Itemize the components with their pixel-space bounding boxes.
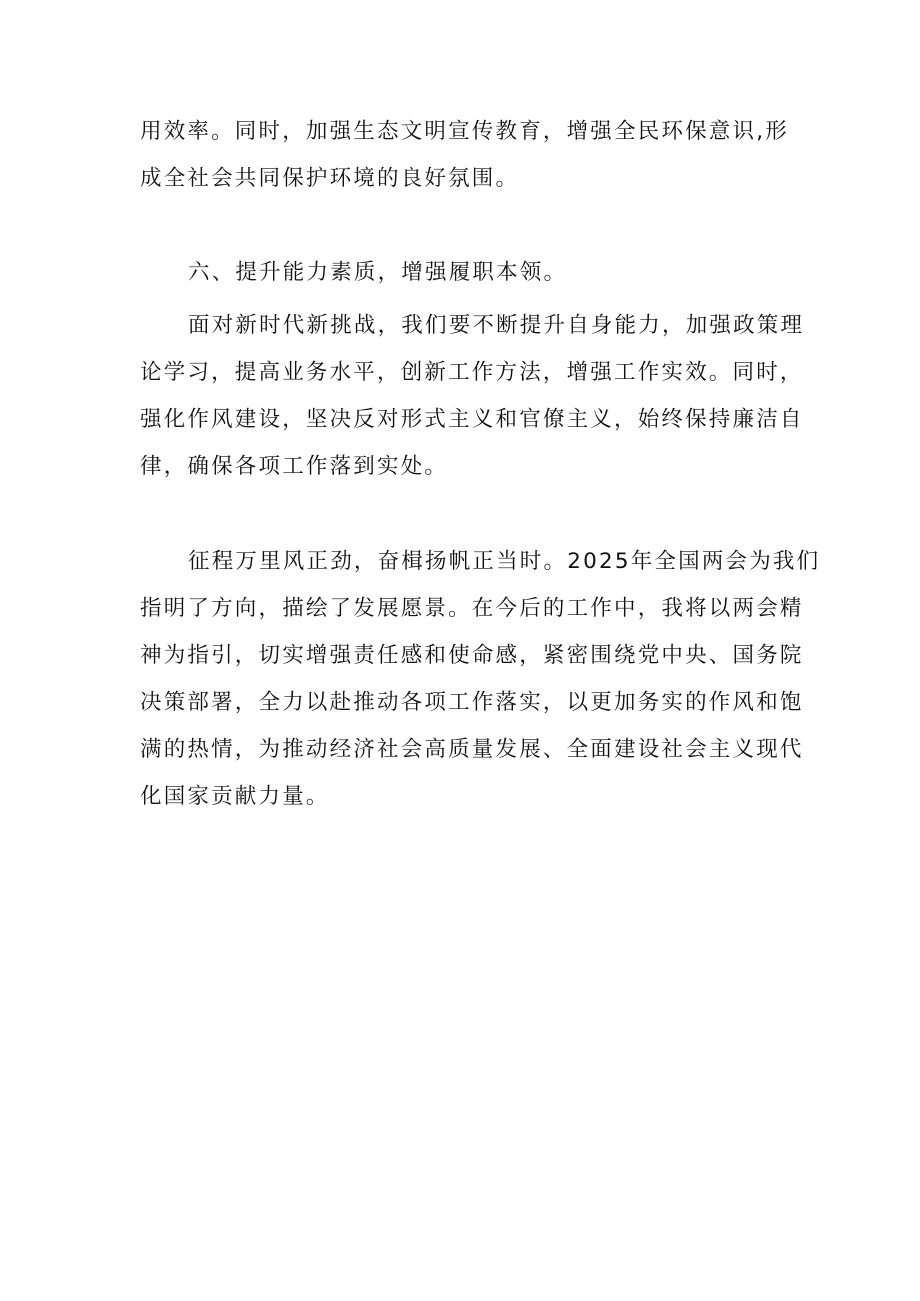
text-line: 面对新时代新挑战，我们要不断提升自身能力，加强政策理 — [188, 313, 805, 338]
text-line: 用效率。同时，加强生态文明宣传教育，增强全民环保意识,形 — [140, 119, 789, 144]
text-line: 神为指引，切实增强责任感和使命感，紧密围绕党中央、国务院 — [140, 643, 804, 668]
text-line: 决策部署，全力以赴推动各项工作落实，以更加务实的作风和饱 — [140, 690, 804, 715]
text-line: 满的热情，为推动经济社会高质量发展、全面建设社会主义现代 — [140, 737, 804, 762]
text-line: 强化作风建设，坚决反对形式主义和官僚主义，始终保持廉洁自 — [140, 407, 804, 432]
text-line: 化国家贡献力量。 — [140, 784, 330, 809]
text-line: 成全社会共同保护环境的良好氛围。 — [140, 166, 520, 191]
text-line: 指明了方向，描绘了发展愿景。在今后的工作中，我将以两会精 — [140, 596, 804, 621]
text-line: 征程万里风正劲，奋楫扬帆正当时。2025年全国两会为我们 — [188, 549, 821, 574]
text-line: 律，确保各项工作落到实处。 — [140, 454, 449, 479]
text-line: 论学习，提高业务水平，创新工作方法，增强工作实效。同时， — [140, 360, 804, 385]
heading-text: 六、提升能力素质，增强履职本领。 — [188, 260, 568, 285]
